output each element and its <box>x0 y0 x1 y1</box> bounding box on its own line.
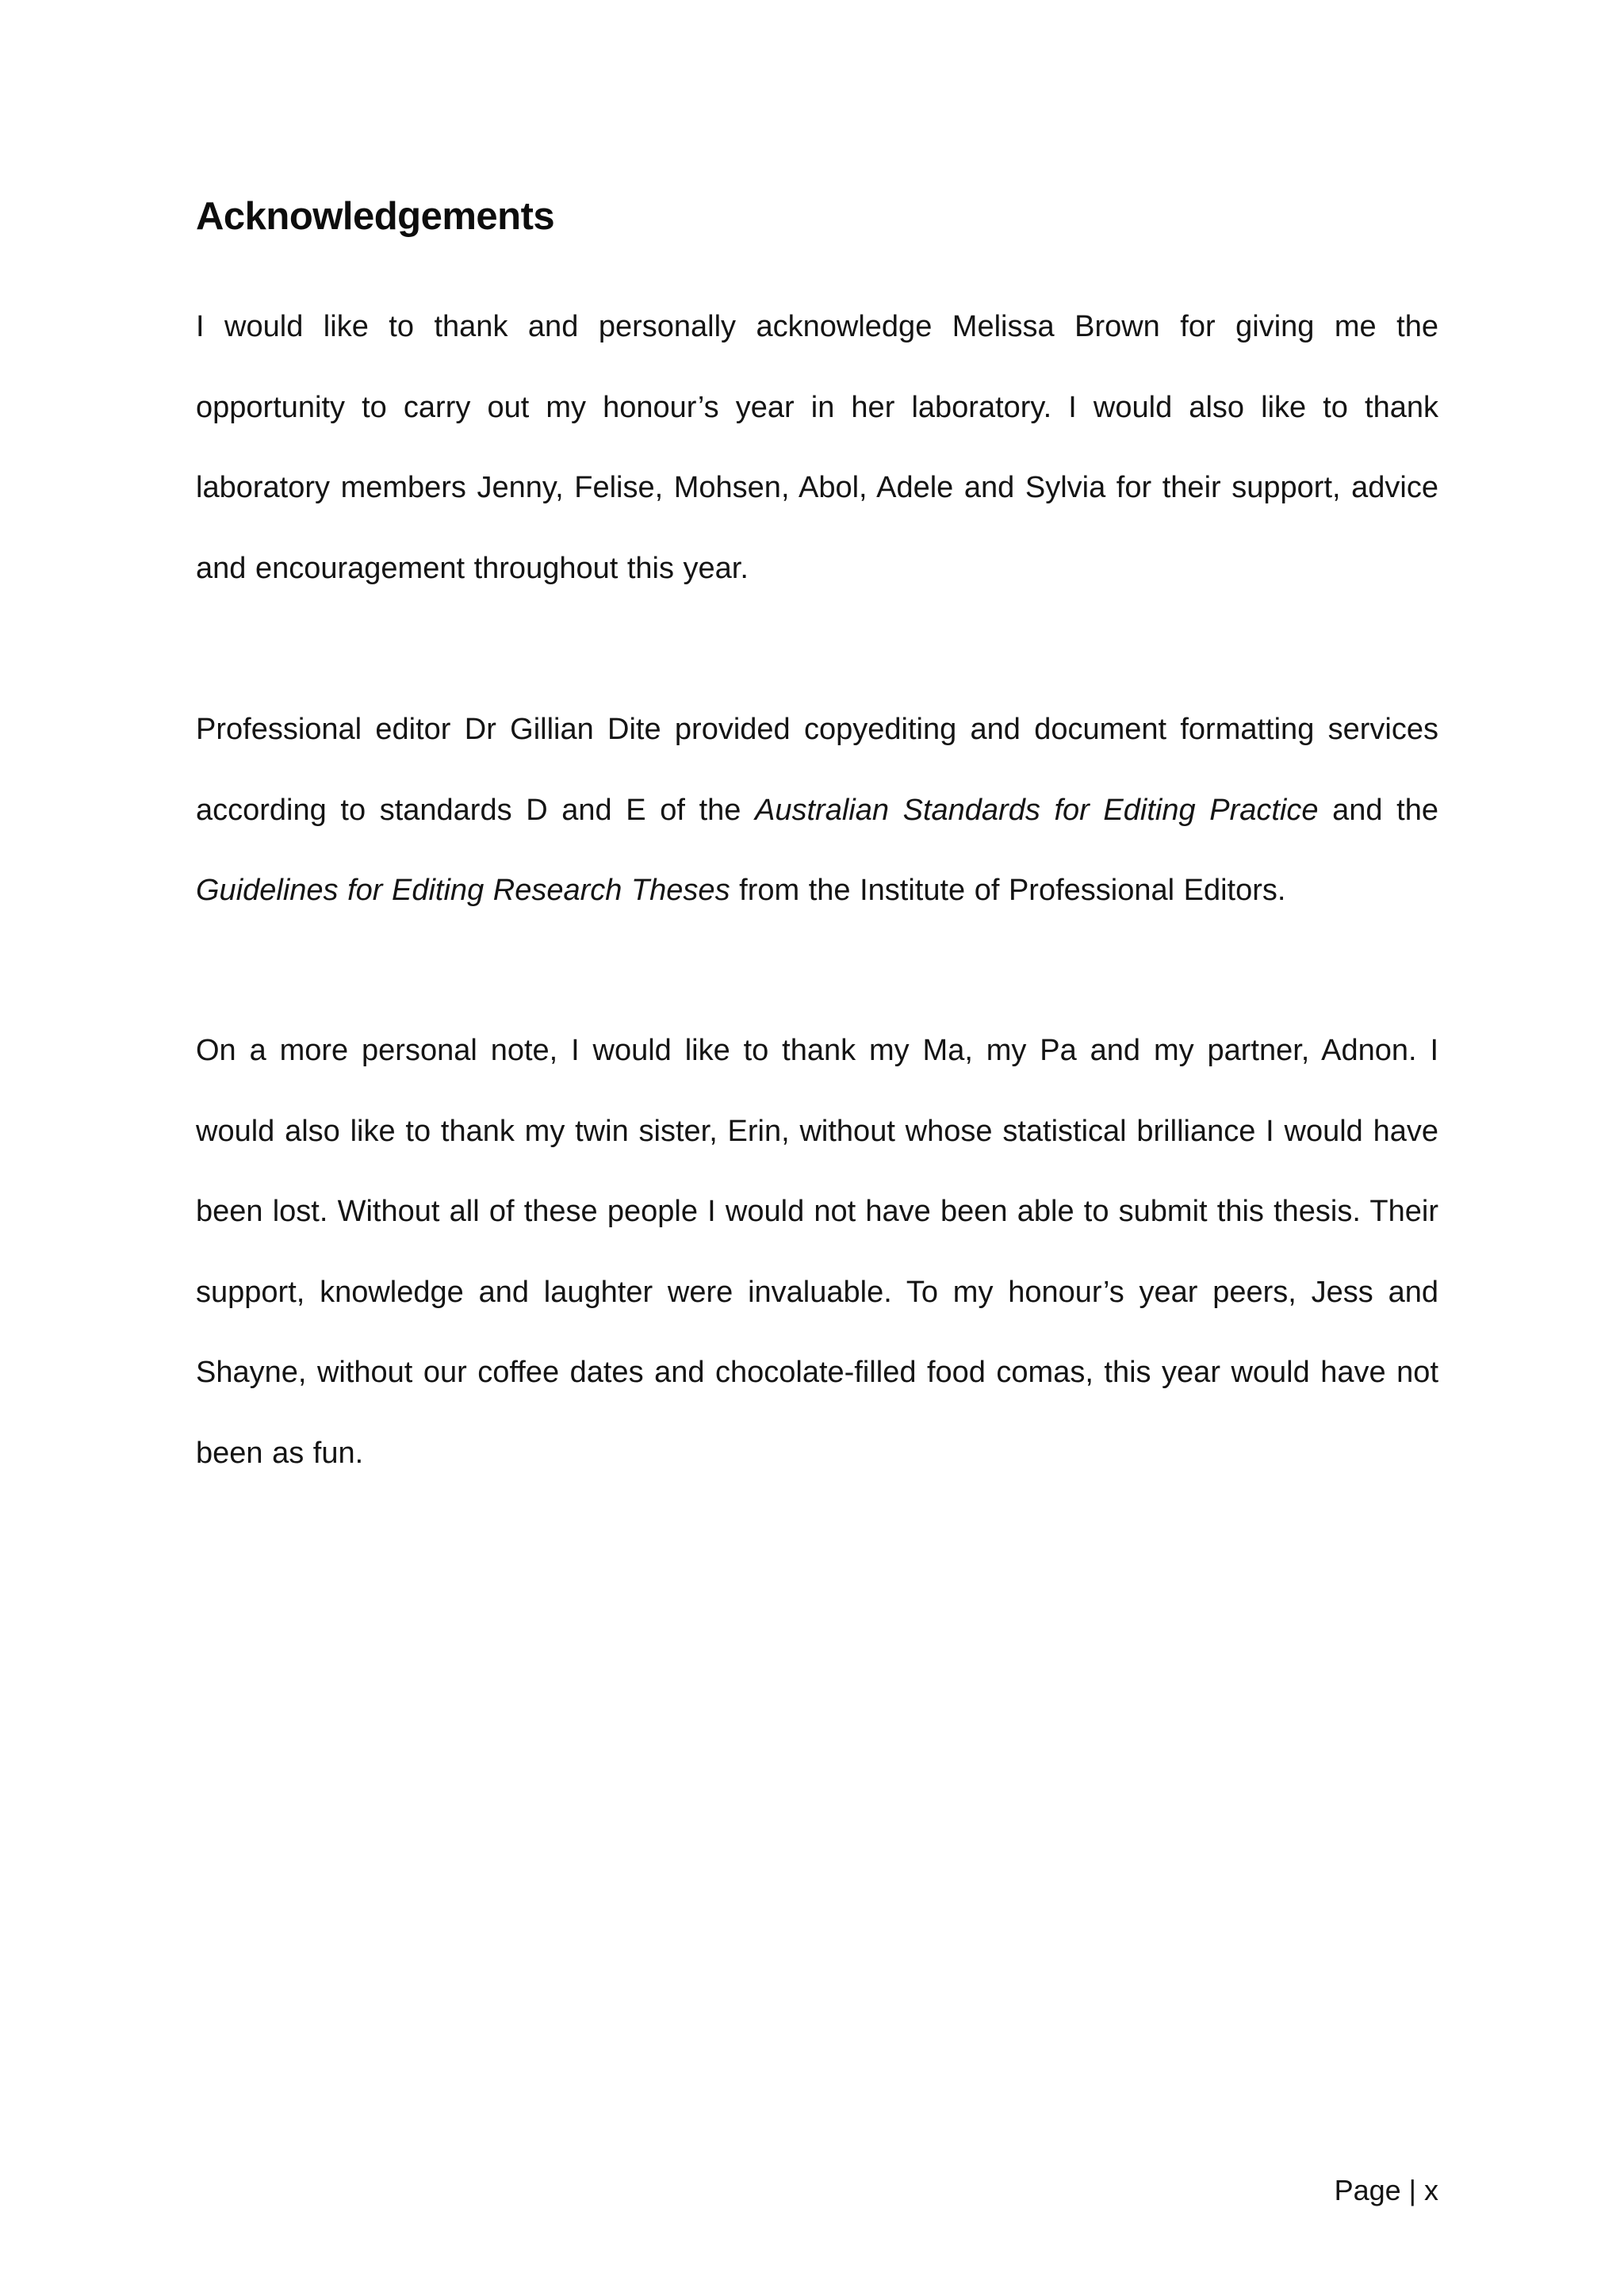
page-content <box>196 189 1438 1470</box>
page-title: Acknowledgements <box>196 195 555 238</box>
paragraph-personal-thanks: On a more personal note, I would like to thank my Ma, my Pa and my partner, Adnon. I would also like to thank my twin sister, Erin, without whose statistical brilliance I would have been lost. Without all of these people I would not have been able to submit this thesis. Their support, knowledge and laughter were invaluable. To my honour’s year peers, Jess and Shayne, without our coffee dates and chocolate-filled food comas, this year would have not been as fun. <box>196 1034 1438 1470</box>
paragraph-text: Professional editor Dr Gillian Dite provided copyediting and document formatting services according to standards D and E of the <box>196 713 1438 827</box>
italic-title-guidelines: Guidelines for Editing Research Theses <box>196 874 730 907</box>
page-number-footer: Page | x <box>1334 2174 1438 2206</box>
paragraph-supervisor-thanks: I would like to thank and personally acknowledge Melissa Brown for giving me the opportunity to carry out my honour’s year in her laboratory. I would also like to thank laboratory members Jenny, Felise, Mohsen, Abol, Adele and Sylvia for their support, advice and encouragement throughout this year. <box>196 310 1438 585</box>
italic-title-standards: Australian Standards for Editing Practice <box>755 793 1319 827</box>
paragraph-editor-credit <box>196 690 1438 932</box>
paragraph-text: from the Institute of Professional Editors. <box>730 874 1286 907</box>
paragraph-text: and the <box>1318 793 1438 827</box>
